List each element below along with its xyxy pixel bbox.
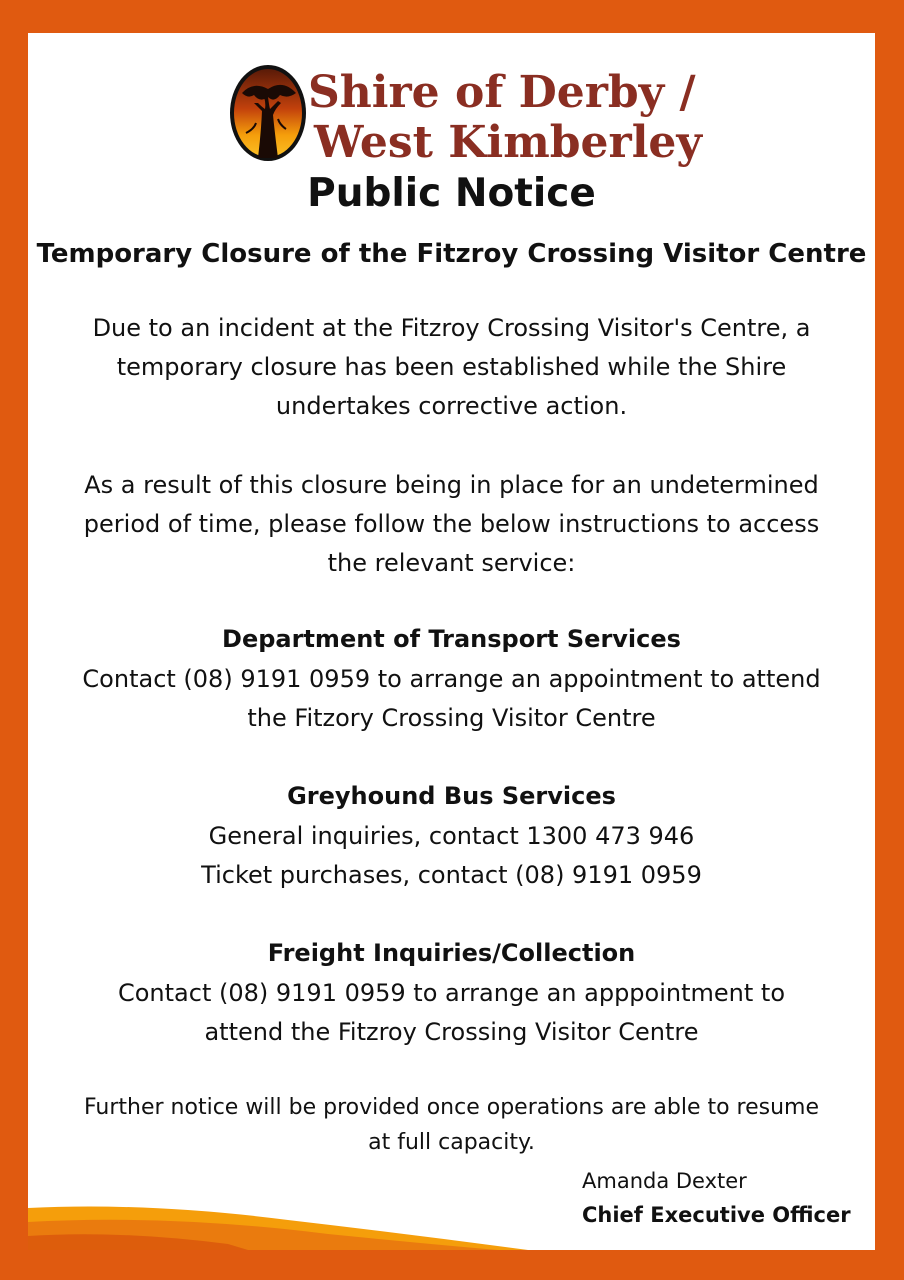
signatory-position: Chief Executive Officer xyxy=(582,1203,851,1227)
instructions-line: period of time, please follow the below instructions to access xyxy=(83,510,820,538)
notice-subtitle: Temporary Closure of the Fitzroy Crossing Visitor Centre xyxy=(36,239,867,269)
greyhound-heading: Greyhound Bus Services xyxy=(287,782,616,810)
intro-line: Due to an incident at the Fitzroy Crossing Visitor's Centre, a xyxy=(92,314,811,342)
greyhound-line: Ticket purchases, contact (08) 9191 0959 xyxy=(201,861,702,889)
instructions-line: As a result of this closure being in place for an undetermined xyxy=(84,471,819,499)
footer-line: Further notice will be provided once operations are able to resume xyxy=(83,1095,820,1120)
decorative-wave-graphic xyxy=(28,1200,528,1250)
baobab-tree-icon xyxy=(228,63,308,163)
page-title: Public Notice xyxy=(307,171,596,216)
logo-text-line-1: Shire of Derby / xyxy=(308,67,696,118)
greyhound-line: General inquiries, contact 1300 473 946 xyxy=(208,822,695,850)
transport-heading: Department of Transport Services xyxy=(222,625,681,653)
intro-line: undertakes corrective action. xyxy=(275,392,628,420)
instructions-line: the relevant service: xyxy=(327,549,576,577)
footer-line: at full capacity. xyxy=(368,1130,535,1155)
freight-line: Contact (08) 9191 0959 to arrange an apppointment to xyxy=(117,979,786,1007)
transport-line: the Fitzory Crossing Visitor Centre xyxy=(247,704,656,732)
notice-page xyxy=(28,33,875,1250)
signatory-name: Amanda Dexter xyxy=(582,1169,747,1193)
intro-line: temporary closure has been established while the Shire xyxy=(116,353,787,381)
transport-line: Contact (08) 9191 0959 to arrange an appointment to attend xyxy=(82,665,821,693)
freight-line: attend the Fitzroy Crossing Visitor Centre xyxy=(204,1018,699,1046)
logo-text-line-2: West Kimberley xyxy=(314,117,702,168)
freight-heading: Freight Inquiries/Collection xyxy=(267,939,636,967)
